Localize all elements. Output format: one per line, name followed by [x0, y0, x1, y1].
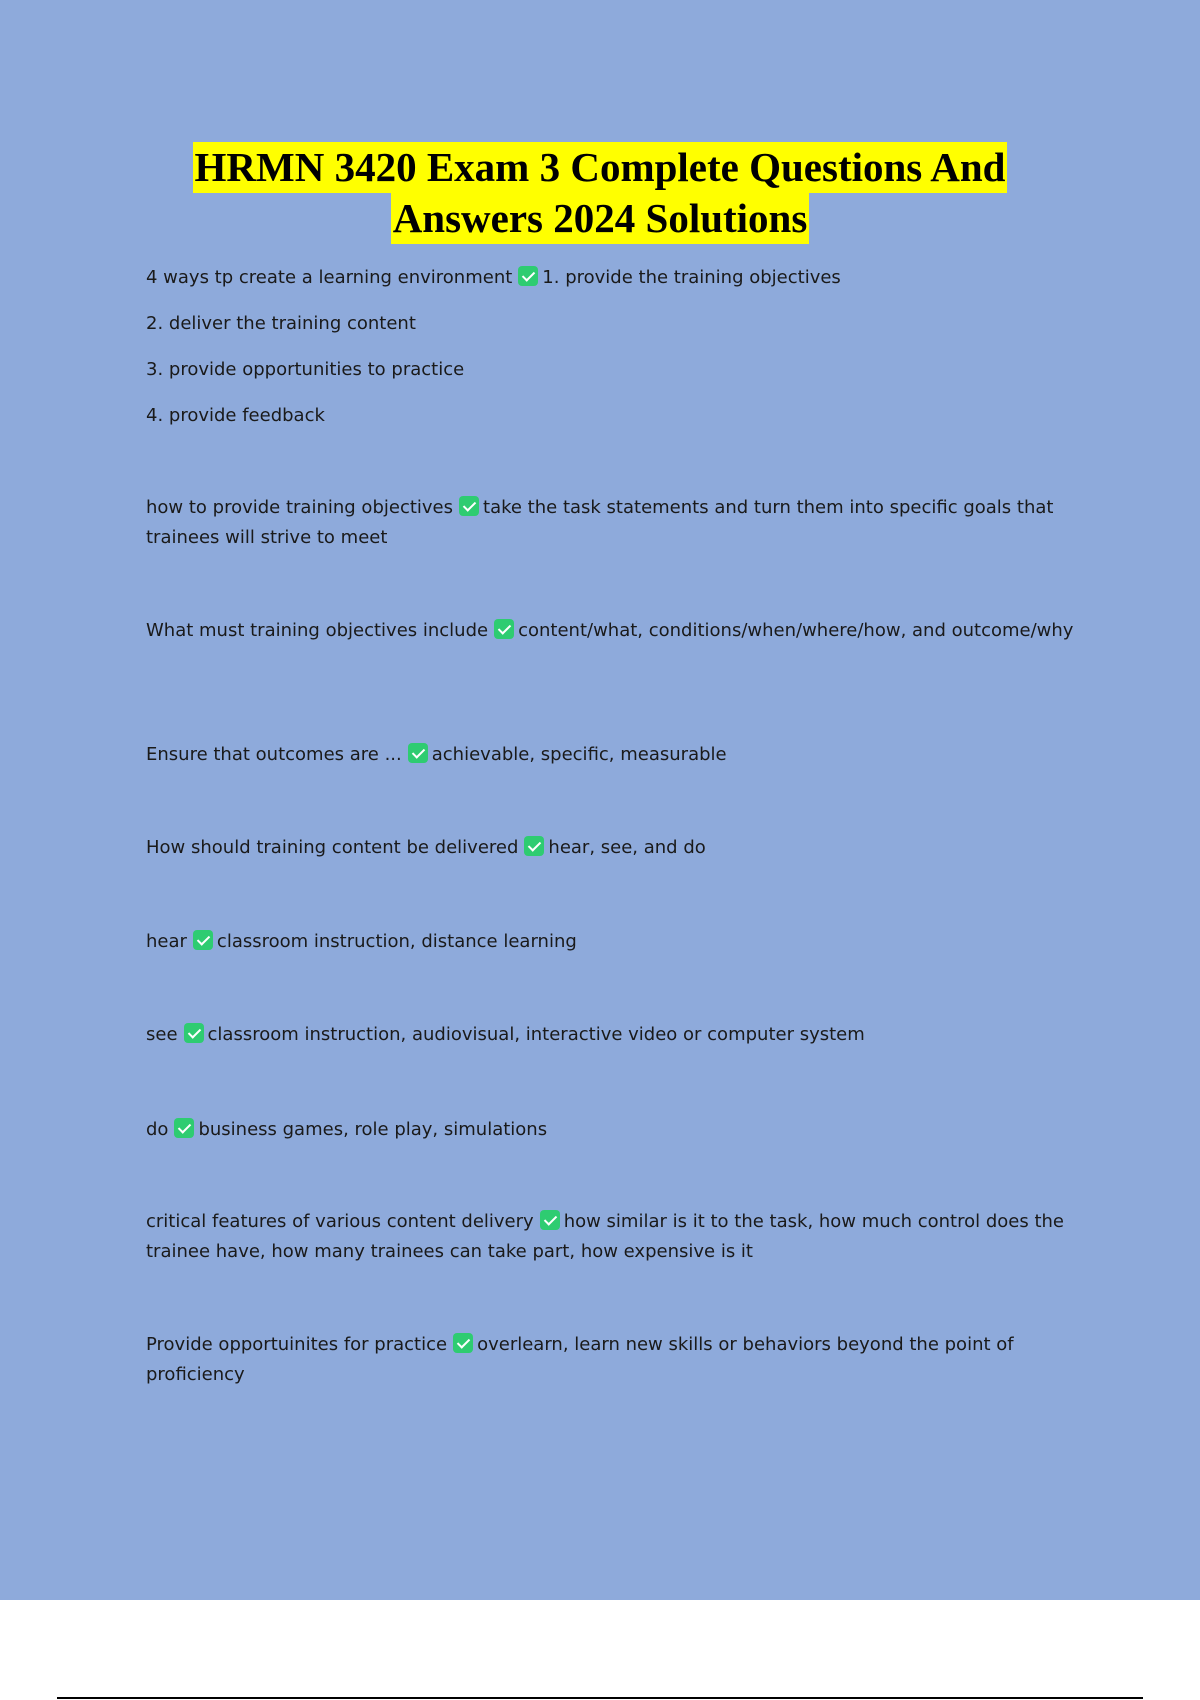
answer-text: achievable, specific, measurable [431, 744, 727, 765]
question-text: How should training content be delivered [146, 837, 519, 858]
qa-item [146, 1207, 1076, 1267]
qa-item [146, 833, 1076, 863]
title-line-1: HRMN 3420 Exam 3 Complete Questions And [193, 142, 1008, 193]
qa-content [146, 263, 1076, 1385]
qa-item [146, 1020, 1076, 1050]
title-line-2: Answers 2024 Solutions [391, 193, 810, 244]
intro-line-4: 4. provide feedback [146, 405, 325, 426]
answer-text: how similar is it to the task, how much control does the trainee have, how many trainees can take part, how expensive is it [146, 1211, 1064, 1262]
answer-text: classroom instruction, distance learning [216, 931, 577, 952]
document-title [0, 142, 1200, 244]
question-text: What must training objectives include [146, 620, 489, 641]
answer-text: 1. provide the training objectives [542, 267, 841, 288]
question-text: critical features of various content delivery [146, 1211, 534, 1232]
question-text: 4 ways tp create a learning environment [146, 267, 513, 288]
footer-divider [57, 1697, 1143, 1699]
check-mark-icon [408, 743, 428, 763]
intro-line-3: 3. provide opportunities to practice [146, 359, 465, 380]
answer-text: overlearn, learn new skills or behaviors beyond the point of proficiency [146, 1334, 1014, 1385]
question-text: Provide opportuinites for practice [146, 1334, 448, 1355]
question-text: do [146, 1119, 169, 1140]
qa-item [146, 1115, 1076, 1145]
question-text: hear [146, 931, 187, 952]
answer-text: take the task statements and turn them into specific goals that trainees will strive to meet [146, 497, 1054, 548]
intro-line-1 [146, 263, 1076, 293]
answer-text: business games, role play, simulations [198, 1119, 548, 1140]
qa-item [146, 616, 1076, 646]
qa-item [146, 493, 1076, 553]
check-mark-icon [459, 496, 479, 516]
question-text: how to provide training objectives [146, 497, 454, 518]
check-mark-icon [494, 619, 514, 639]
check-mark-icon [518, 266, 538, 286]
answer-text: content/what, conditions/when/where/how, and outcome/why [518, 620, 1074, 641]
check-mark-icon [453, 1333, 473, 1353]
check-mark-icon [184, 1023, 204, 1043]
qa-item [146, 927, 1076, 957]
qa-item [146, 1330, 1076, 1390]
qa-block-intro [146, 263, 1076, 431]
check-mark-icon [174, 1118, 194, 1138]
check-mark-icon [540, 1210, 560, 1230]
answer-text: classroom instruction, audiovisual, interactive video or computer system [207, 1024, 865, 1045]
check-mark-icon [193, 930, 213, 950]
check-mark-icon [524, 836, 544, 856]
qa-item [146, 740, 1076, 770]
question-text: see [146, 1024, 178, 1045]
question-text: Ensure that outcomes are ... [146, 744, 402, 765]
intro-line-2: 2. deliver the training content [146, 313, 416, 334]
answer-text: hear, see, and do [548, 837, 706, 858]
